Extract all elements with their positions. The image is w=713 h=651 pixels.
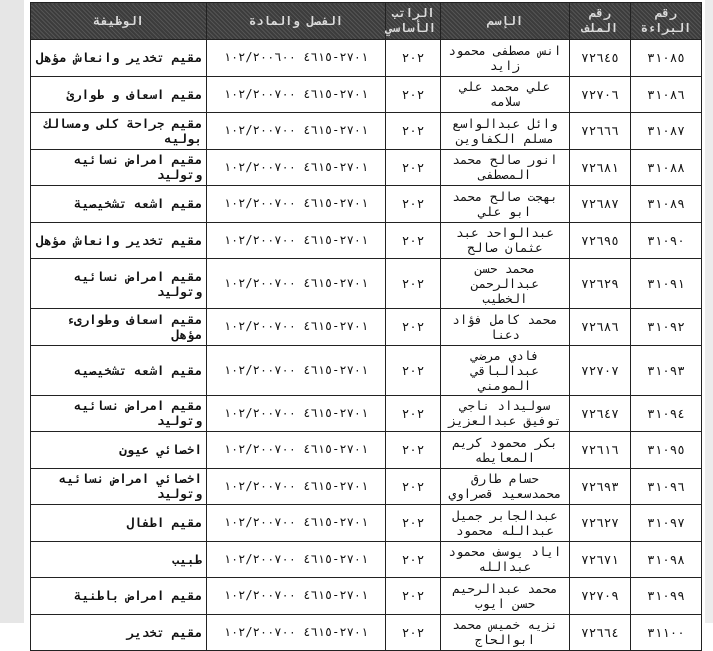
certificate-number-cell: ٣١٠٩٩ <box>631 578 702 615</box>
chapter-article-cell: ٢٧٠١-٤٦١٥ ١٠٢/٢٠٠٧٠٠ <box>207 614 386 651</box>
file-number-cell: ٧٢٦٦٦ <box>570 113 631 150</box>
name-cell: محمد عبدالرحيم حسن ايوب <box>441 578 570 615</box>
file-number-cell: ٧٢٧٠٦ <box>570 76 631 113</box>
certificate-number-cell: ٣١٠٨٩ <box>631 186 702 223</box>
name-cell: بكر محمود كريم المعايطه <box>441 432 570 469</box>
certificate-number-cell: ٣١٠٩٧ <box>631 505 702 542</box>
certificate-number-cell: ٣١٠٩١ <box>631 259 702 309</box>
right-margin-strip <box>705 0 713 623</box>
file-number-cell: ٧٢٦٨٧ <box>570 186 631 223</box>
file-number-cell: ٧٢٦٢٧ <box>570 505 631 542</box>
file-number-cell: ٧٢٦٢٩ <box>570 259 631 309</box>
header-basic-salary: الراتب الأساسي <box>386 3 441 40</box>
chapter-article-cell: ٢٧٠١-٤٦١٥ ١٠٢/٢٠٠٧٠٠ <box>207 578 386 615</box>
basic-salary-cell: ٢٠٢ <box>386 259 441 309</box>
name-cell: عبدالواحد عبد عثمان صالح <box>441 222 570 259</box>
file-number-cell: ٧٢٦٨١ <box>570 149 631 186</box>
name-cell: علي محمد علي سلامه <box>441 76 570 113</box>
table-row <box>31 222 702 259</box>
table-row <box>31 395 702 432</box>
certificate-number-cell: ٣١١٠٠ <box>631 614 702 651</box>
chapter-article-cell: ٢٧٠١-٤٦١٥ ١٠٢/٢٠٠٧٠٠ <box>207 468 386 505</box>
name-cell: محمد كامل فؤاد دعنا <box>441 309 570 346</box>
job-cell: مقيم امراض باطنية <box>31 578 207 615</box>
chapter-article-cell: ٢٧٠١-٤٦١٥ ١٠٢/٢٠٠٧٠٠ <box>207 186 386 223</box>
name-cell: فادي مرضي عبدالباقي المومني <box>441 345 570 395</box>
header-job: الوظيفة <box>31 3 207 40</box>
chapter-article-cell: ٢٧٠١-٤٦١٥ ١٠٢/٢٠٠٧٠٠ <box>207 541 386 578</box>
name-cell: بهجت صالح محمد ابو علي <box>441 186 570 223</box>
certificate-number-cell: ٣١٠٨٦ <box>631 76 702 113</box>
file-number-cell: ٧٢٦٩٣ <box>570 468 631 505</box>
chapter-article-cell: ٢٧٠١-٤٦١٥ ١٠٢/٢٠٠٧٠٠ <box>207 259 386 309</box>
file-number-cell: ٧٢٧٠٧ <box>570 345 631 395</box>
chapter-article-cell: ٢٧٠١-٤٦١٥ ١٠٢/٢٠٠٧٠٠ <box>207 395 386 432</box>
basic-salary-cell: ٢٠٢ <box>386 40 441 77</box>
certificate-number-cell: ٣١٠٨٥ <box>631 40 702 77</box>
job-cell: مقيم اشعه تشخيصية <box>31 186 207 223</box>
header-name: الإسم <box>441 3 570 40</box>
job-cell: مقيم تخدير وانعاش مؤهل <box>31 222 207 259</box>
table-row <box>31 149 702 186</box>
name-cell: محمد حسن عبدالرحمن الخطيب <box>441 259 570 309</box>
basic-salary-cell: ٢٠٢ <box>386 505 441 542</box>
chapter-article-cell: ٢٧٠١-٤٦١٥ ١٠٢/٢٠٠٧٠٠ <box>207 113 386 150</box>
basic-salary-cell: ٢٠٢ <box>386 149 441 186</box>
basic-salary-cell: ٢٠٢ <box>386 309 441 346</box>
table-row <box>31 259 702 309</box>
basic-salary-cell: ٢٠٢ <box>386 222 441 259</box>
job-cell: مقيم تخدير وانعاش مؤهل <box>31 40 207 77</box>
basic-salary-cell: ٢٠٢ <box>386 186 441 223</box>
name-cell: انور صالح محمد المصطفى <box>441 149 570 186</box>
basic-salary-cell: ٢٠٢ <box>386 468 441 505</box>
chapter-article-cell: ٢٧٠١-٤٦١٥ ١٠٢/٢٠٠٧٠٠ <box>207 505 386 542</box>
chapter-article-cell: ٢٧٠١-٤٦١٥ ١٠٢/٢٠٠٧٠٠ <box>207 222 386 259</box>
file-number-cell: ٧٢٦٦٤ <box>570 614 631 651</box>
certificate-number-cell: ٣١٠٨٨ <box>631 149 702 186</box>
job-cell: مقيم امراض نسائيه وتوليد <box>31 149 207 186</box>
name-cell: انس مصطفى محمود زايد <box>441 40 570 77</box>
left-margin-strip <box>0 0 24 623</box>
job-cell: مقيم اشعه تشخيصيه <box>31 345 207 395</box>
header-certificate-number: رقم البراءة <box>631 3 702 40</box>
table-row <box>31 541 702 578</box>
basic-salary-cell: ٢٠٢ <box>386 432 441 469</box>
file-number-cell: ٧٢٧٠٩ <box>570 578 631 615</box>
header-chapter-article: الفصل والمادة <box>207 3 386 40</box>
table-row <box>31 309 702 346</box>
chapter-article-cell: ٢٧٠١-٤٦١٥ ١٠٢/٢٠٠٧٠٠ <box>207 76 386 113</box>
job-cell: مقيم اطفال <box>31 505 207 542</box>
file-number-cell: ٧٢٦٧١ <box>570 541 631 578</box>
name-cell: حسام طارق محمدسعيد قصراوي <box>441 468 570 505</box>
basic-salary-cell: ٢٠٢ <box>386 113 441 150</box>
file-number-cell: ٧٢٦٤٥ <box>570 40 631 77</box>
table-row <box>31 432 702 469</box>
name-cell: سوليداد ناجي توفيق عبدالعزيز <box>441 395 570 432</box>
table-body <box>31 40 702 651</box>
appointments-table <box>30 2 702 651</box>
table-row <box>31 614 702 651</box>
table-row <box>31 186 702 223</box>
table-header <box>31 3 702 40</box>
header-file-number: رقم الملف <box>570 3 631 40</box>
table-row <box>31 468 702 505</box>
table-row <box>31 505 702 542</box>
job-cell: اخصائي عيون <box>31 432 207 469</box>
file-number-cell: ٧٢٦٨٦ <box>570 309 631 346</box>
name-cell: نزيه خميس محمد ابوالحاج <box>441 614 570 651</box>
document-sheet <box>30 2 706 651</box>
job-cell: مقيم امراض نسائيه وتوليد <box>31 259 207 309</box>
basic-salary-cell: ٢٠٢ <box>386 614 441 651</box>
table-row <box>31 345 702 395</box>
job-cell: مقيم اسعاف وطوارىء مؤهل <box>31 309 207 346</box>
name-cell: وائل عبدالواسع مسلم الكفاوين <box>441 113 570 150</box>
job-cell: مقيم جراحة كلى ومسالك بوليه <box>31 113 207 150</box>
chapter-article-cell: ٢٧٠١-٤٦١٥ ١٠٢/٢٠٠٧٠٠ <box>207 432 386 469</box>
basic-salary-cell: ٢٠٢ <box>386 395 441 432</box>
job-cell: مقيم اسعاف و طوارئ <box>31 76 207 113</box>
header-row <box>31 3 702 40</box>
certificate-number-cell: ٣١٠٩٦ <box>631 468 702 505</box>
basic-salary-cell: ٢٠٢ <box>386 578 441 615</box>
table-row <box>31 40 702 77</box>
file-number-cell: ٧٢٦٩٥ <box>570 222 631 259</box>
certificate-number-cell: ٣١٠٩٨ <box>631 541 702 578</box>
job-cell: مقيم امراض نسائيه وتوليد <box>31 395 207 432</box>
job-cell: اخصائي امراض نسائيه وتوليد <box>31 468 207 505</box>
table-row <box>31 76 702 113</box>
name-cell: اياد يوسف محمود عبدالله <box>441 541 570 578</box>
chapter-article-cell: ٢٧٠١-٤٦١٥ ١٠٢/٢٠٠٧٠٠ <box>207 345 386 395</box>
certificate-number-cell: ٣١٠٩٠ <box>631 222 702 259</box>
certificate-number-cell: ٣١٠٩٥ <box>631 432 702 469</box>
chapter-article-cell: ٢٧٠١-٤٦١٥ ١٠٢/٢٠٠٧٠٠ <box>207 309 386 346</box>
job-cell: طبيب <box>31 541 207 578</box>
table-row <box>31 578 702 615</box>
table-row <box>31 113 702 150</box>
job-cell: مقيم تخدير <box>31 614 207 651</box>
certificate-number-cell: ٣١٠٩٤ <box>631 395 702 432</box>
file-number-cell: ٧٢٦١٦ <box>570 432 631 469</box>
certificate-number-cell: ٣١٠٨٧ <box>631 113 702 150</box>
certificate-number-cell: ٣١٠٩٣ <box>631 345 702 395</box>
name-cell: عبدالجابر جميل عبدالله محمود <box>441 505 570 542</box>
basic-salary-cell: ٢٠٢ <box>386 76 441 113</box>
file-number-cell: ٧٢٦٤٧ <box>570 395 631 432</box>
basic-salary-cell: ٢٠٢ <box>386 541 441 578</box>
chapter-article-cell: ٢٧٠١-٤٦١٥ ١٠٢/٢٠٠٦٠٠ <box>207 40 386 77</box>
basic-salary-cell: ٢٠٢ <box>386 345 441 395</box>
certificate-number-cell: ٣١٠٩٢ <box>631 309 702 346</box>
chapter-article-cell: ٢٧٠١-٤٦١٥ ١٠٢/٢٠٠٧٠٠ <box>207 149 386 186</box>
